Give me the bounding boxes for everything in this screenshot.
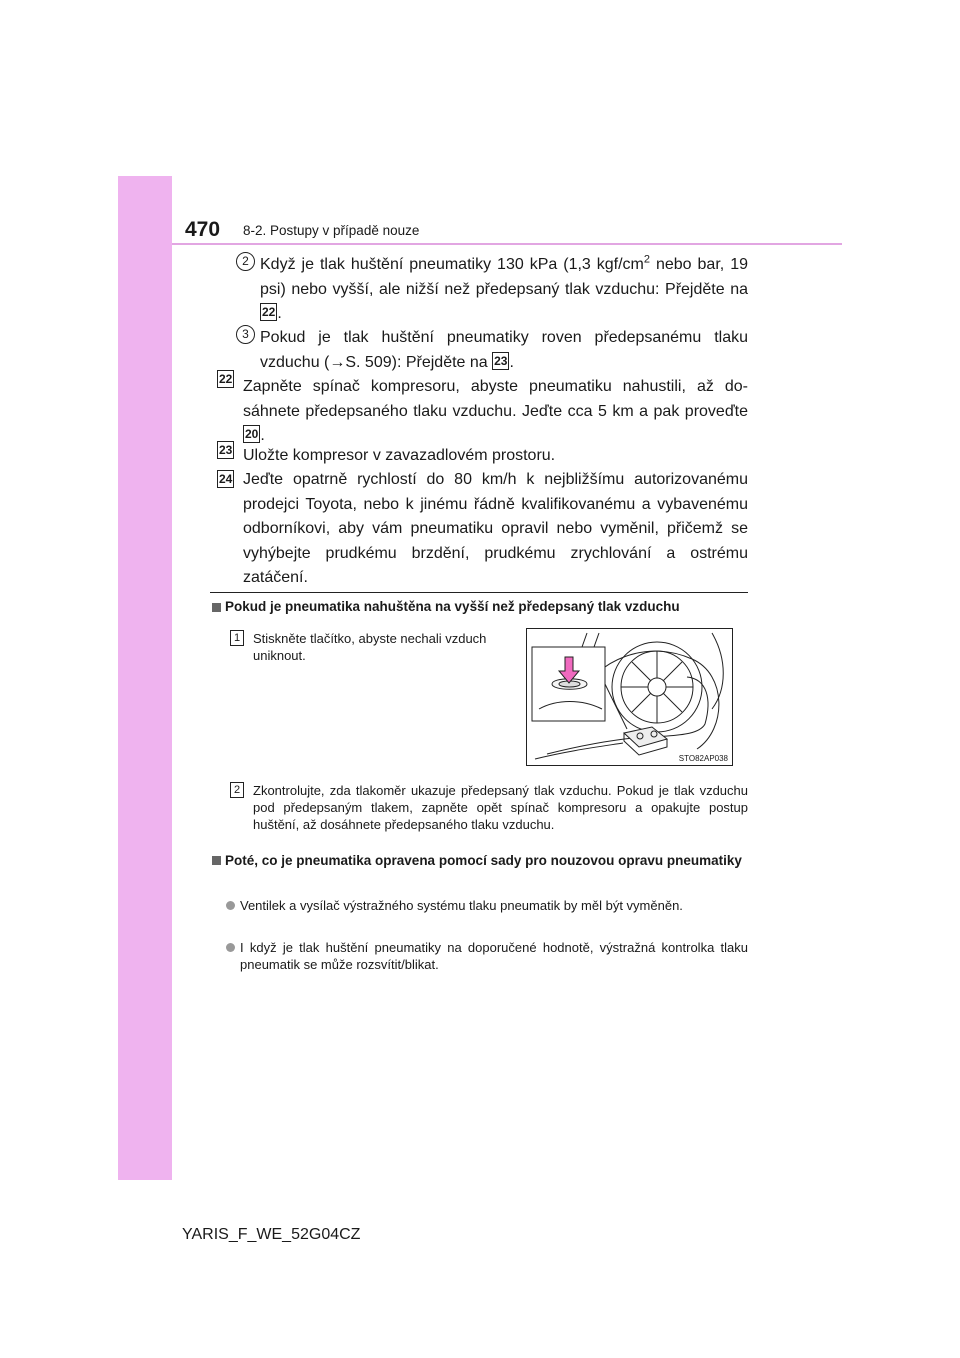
- step-23-text: Uložte kompresor v zavazadlovém prostoru.: [243, 447, 556, 464]
- bullet-item: I když je tlak huštění pneumatiky na doporučené hodnotě, výstražná kontrolka tlaku pneumatik se může rozsvítit/blikat.: [240, 940, 748, 972]
- circled-number-3: 3: [236, 325, 255, 344]
- page-number: 470: [185, 218, 221, 241]
- circled-number-2: 2: [236, 252, 255, 271]
- chapter-tab: [118, 176, 172, 1180]
- section-heading-after-repair: Poté, co je pneumatika opravena pomocí sady pro nouzovou opravu pneumatiky: [225, 853, 742, 868]
- substep-2-text: Zkontrolujte, zda tlakoměr ukazuje předepsaný tlak vzduchu. Pokud je tlak vzduchu pod předepsaným tlakem, zapněte opět spínač kompresoru a opakujte postup huštění, až dosáhnete předepsaného tlaku vzduchu.: [253, 783, 748, 832]
- step-ref-23[interactable]: 23: [494, 353, 508, 368]
- model-code-footer: YARIS_F_WE_52G04CZ: [182, 1226, 361, 1243]
- heading-square-icon: [212, 856, 221, 865]
- step-ref-22[interactable]: 22: [262, 305, 276, 319]
- step-label-24: 24: [219, 472, 233, 486]
- bullet-item: Ventilek a vysílač výstražného systému tlaku pneumatik by měl být vyměněn.: [240, 898, 683, 913]
- item-2-text: Když je tlak huštění pneumatiky 130 kPa (1,3 kgf/$cm^2$ nebo bar, 19 psi) nebo vyšší, ale nižší než předepsaný tlak vzduchu: Přejděte na 22 .: [260, 253, 748, 322]
- figure-code: STO82AP038: [678, 754, 728, 763]
- step-22-text: Zapněte spínač kompresoru, abyste pneumatiku nahustili, až dosáhnete předepsaného tlaku vzduchu. Jeďte cca 5 km a pak proveďte 20 .: [243, 378, 748, 444]
- bullet-dot-icon: [226, 901, 235, 910]
- bullet-dot-icon: [226, 943, 235, 952]
- step-label-22: 22: [219, 372, 233, 386]
- step-ref-20[interactable]: 20: [245, 427, 259, 441]
- substep-label-1: 1: [230, 630, 244, 646]
- header-rule: [172, 243, 842, 245]
- step-24-text: Jeďte opatrně rychlostí do 80 km/h k nejbližšímu autorizovanému prodejci Toyota, nebo k jinému řádně kvalifikovanému a vybavenému odborníkovi, aby vám pneumatiku opravil nebo vyměnil, přičemž se vyhýbejte prudkému brzdění, prudkému zrychlování a ostrému zatáčení.: [243, 471, 748, 586]
- section-divider: [210, 592, 748, 593]
- substep-label-2: 2: [230, 782, 244, 798]
- heading-square-icon: [212, 603, 221, 612]
- item-3-text: Pokud je tlak huštění pneumatiky roven předepsanému tlaku vzduchu (→S. 509): Přejděte na 23 .: [260, 329, 748, 371]
- section-heading-over-inflated: Pokud je pneumatika nahuštěna na vyšší než předepsaný tlak vzduchu: [225, 599, 680, 614]
- tire-compressor-drawing: [527, 629, 732, 765]
- compressor-illustration: [526, 628, 733, 766]
- substep-1-text: Stiskněte tlačítko, abyste nechali vzduch uniknout.: [253, 631, 487, 663]
- section-title: 8-2. Postupy v případě nouze: [243, 223, 420, 238]
- step-label-23: 23: [219, 443, 233, 457]
